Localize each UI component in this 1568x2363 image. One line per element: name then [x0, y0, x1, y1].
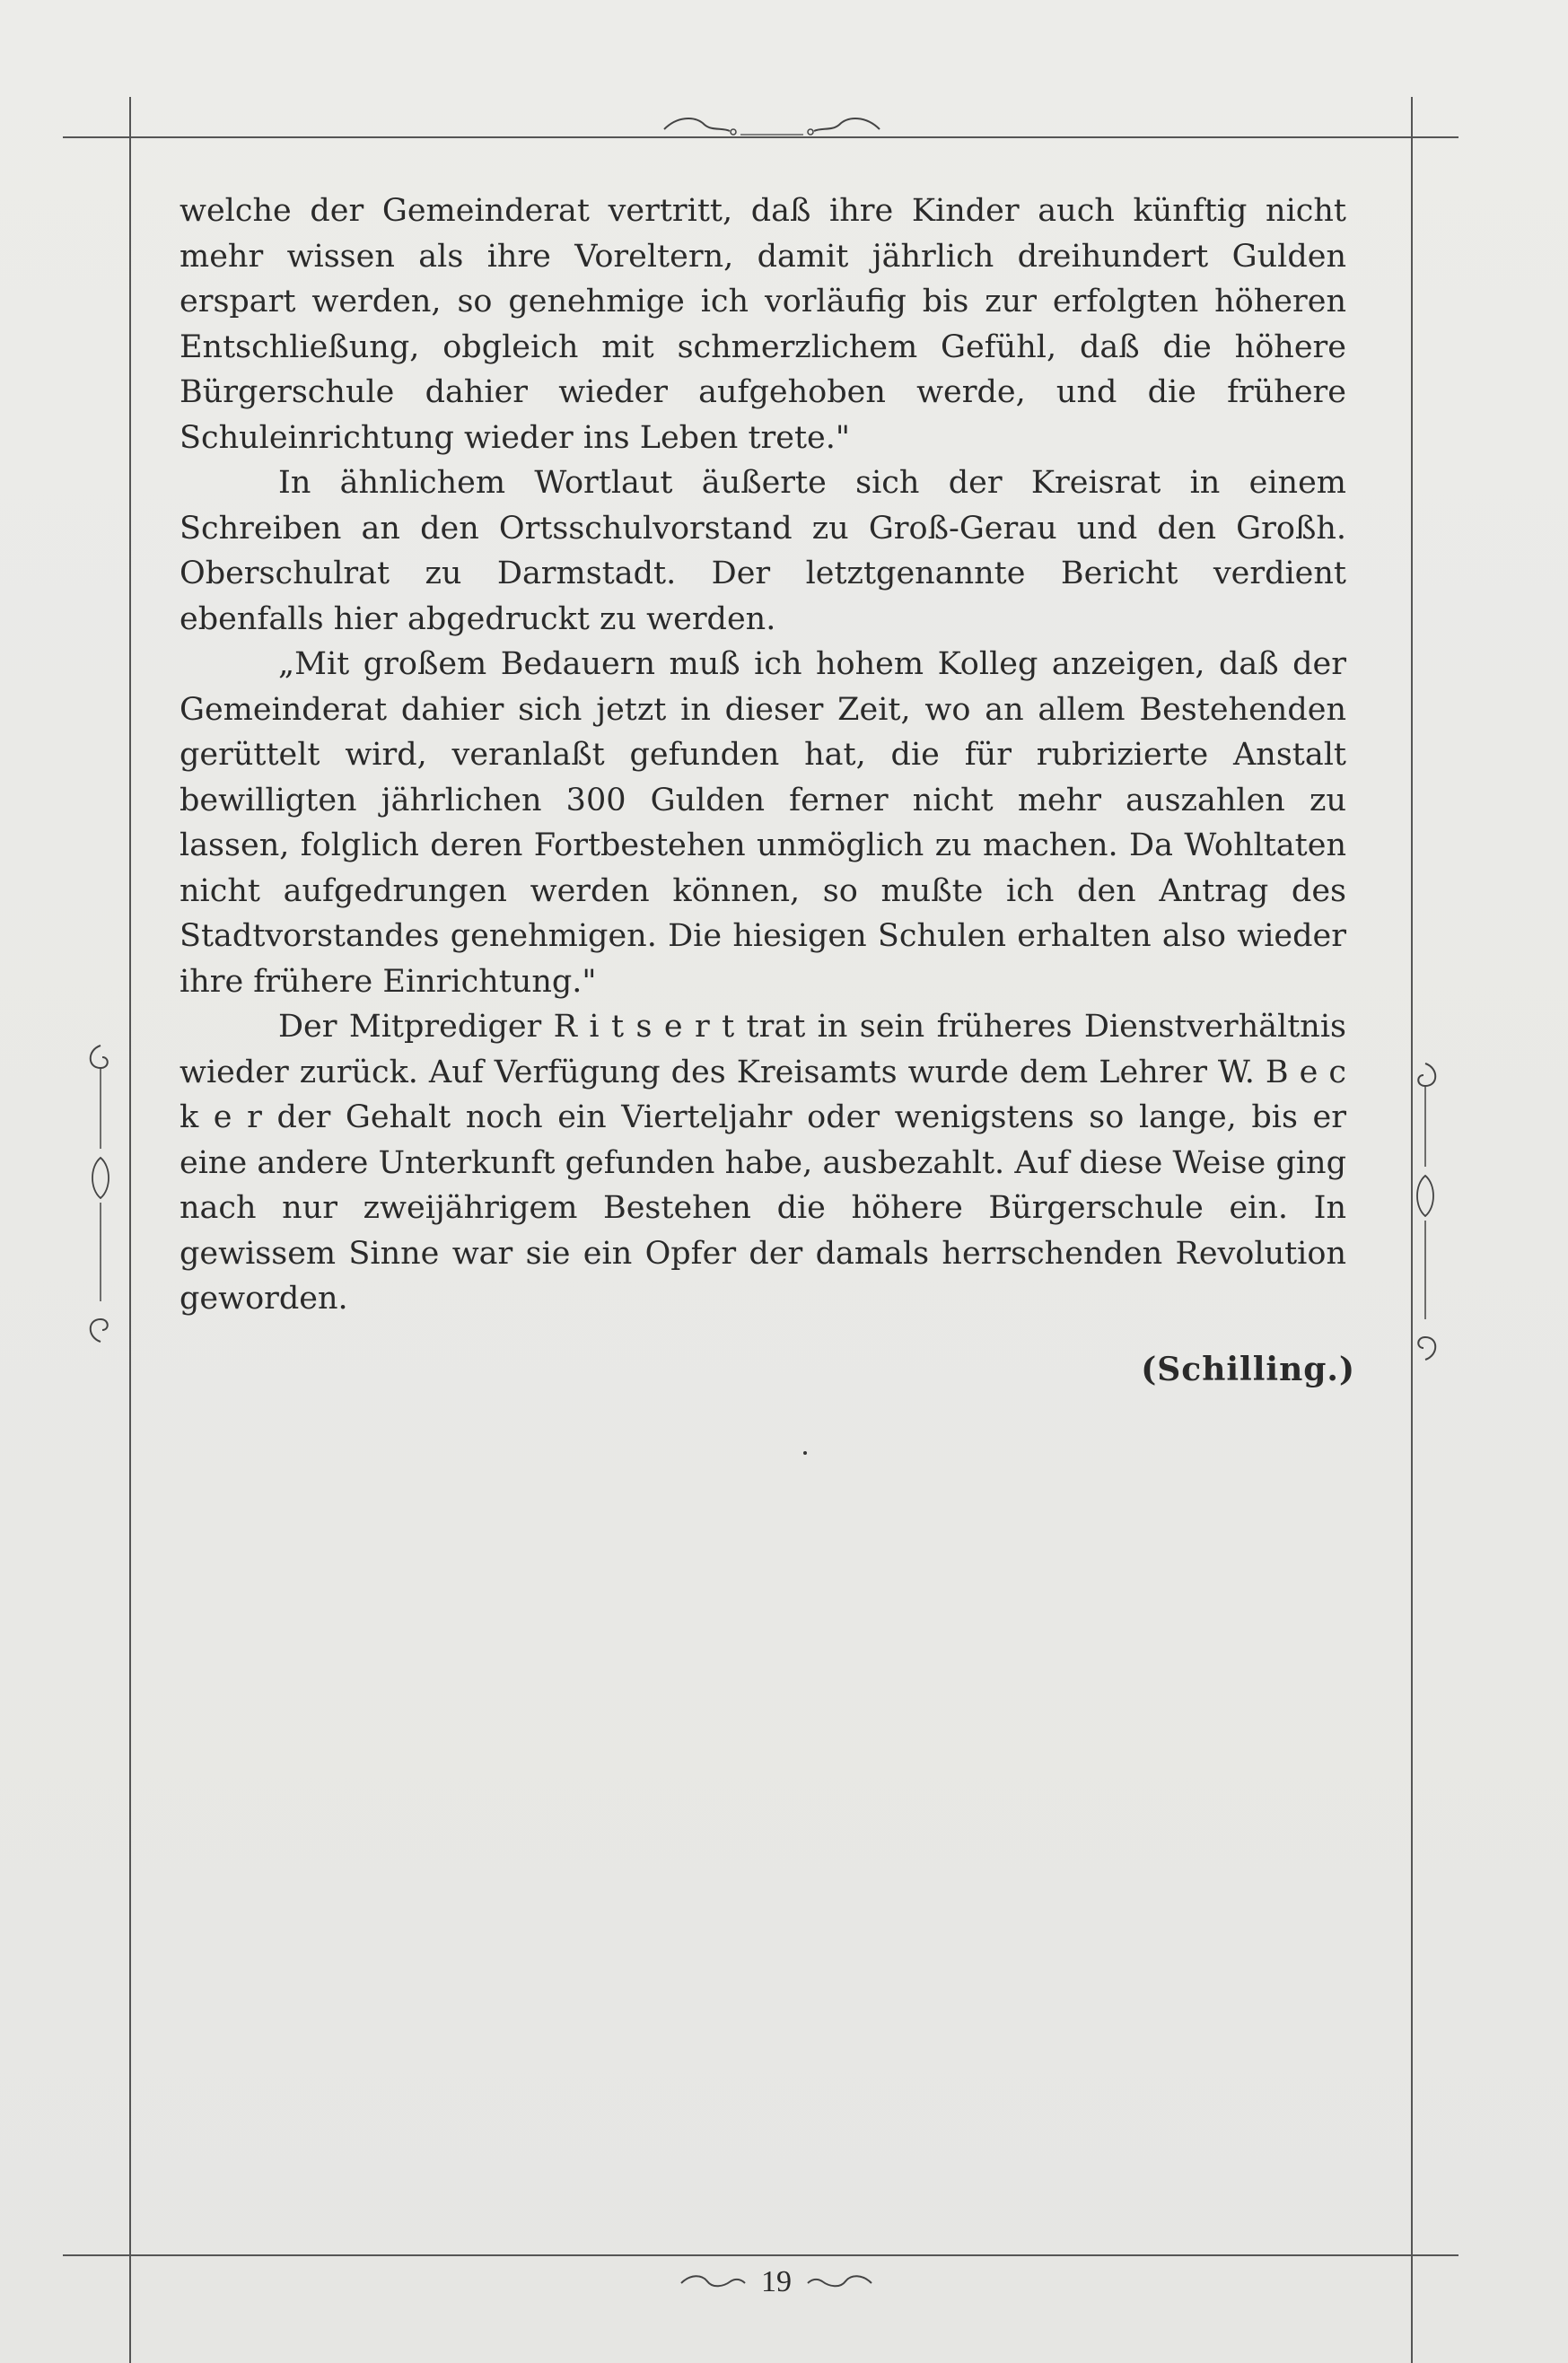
body-text — [180, 188, 1346, 1322]
left-margin-ornament — [83, 1041, 120, 1346]
paragraph-quote-report: „Mit großem Bedauern muß ich hohem Kolleg anzeigen, daß der Gemeinderat dahier sich jetzt in dieser Zeit, wo an allem Bestehenden gerüttelt wird, veranlaßt gefunden hat, die für rubrizierte Anstalt bewilligten jährlichen 300 Gulden ferner nicht mehr auszahlen zu lassen, folglich deren Fortbestehen unmöglich zu machen. Da Wohltaten nicht aufgedrungen werden können, so mußte ich den Antrag des Stadtvorstandes genehmigen. Die hiesigen Schulen erhalten also wieder ihre frühere Einrichtung." — [180, 646, 1346, 1000]
author-signature: (Schilling.) — [1141, 1351, 1355, 1388]
footer-left-flourish — [677, 2271, 749, 2294]
page-footer — [628, 2260, 924, 2305]
left-border-rule — [129, 97, 131, 2363]
bottom-border-rule — [63, 2254, 1459, 2256]
stray-dot-mark — [803, 1451, 807, 1455]
top-flourish-ornament — [660, 111, 884, 138]
paragraph-kreisrat: In ähnlichem Wortlaut äußerte sich der Kreisrat in einem Schreiben an den Ortsschulvorstand zu Groß-Gerau und den Großh. Oberschulrat zu Darmstadt. Der letztgenannte Bericht verdient ebenfalls hier abgedruckt zu werden. — [180, 465, 1346, 637]
footer-right-flourish — [804, 2271, 876, 2294]
right-margin-ornament — [1407, 1059, 1443, 1364]
paragraph-continuation: welche der Gemeinderat vertritt, daß ihre Kinder auch künftig nicht mehr wissen als ihre Voreltern, damit jährlich dreihundert Gulden erspart werden, so genehmige ich vorläufig bis zur erfolgten höheren Entschließung, obgleich mit schmerzlichem Gefühl, daß die höhere Bürgerschule dahier wieder aufgehoben werde, und die frühere Schuleinrichtung wieder ins Leben trete." — [180, 193, 1346, 456]
page-number: 19 — [761, 2265, 792, 2298]
paragraph-conclusion: Der Mitprediger R i t s e r t trat in sein früheres Dienstverhältnis wieder zurück. Auf Verfügung des Kreisamts wurde dem Lehrer W. B e c k e r der Gehalt noch ein Vierteljahr oder wenigstens so lange, bis er eine andere Unterkunft gefunden habe, ausbezahlt. Auf diese Weise ging nach nur zweijährigem Bestehen die höhere Bürgerschule ein. In gewissem Sinne war sie ein Opfer der damals herrschenden Revolution geworden. — [180, 1009, 1346, 1317]
